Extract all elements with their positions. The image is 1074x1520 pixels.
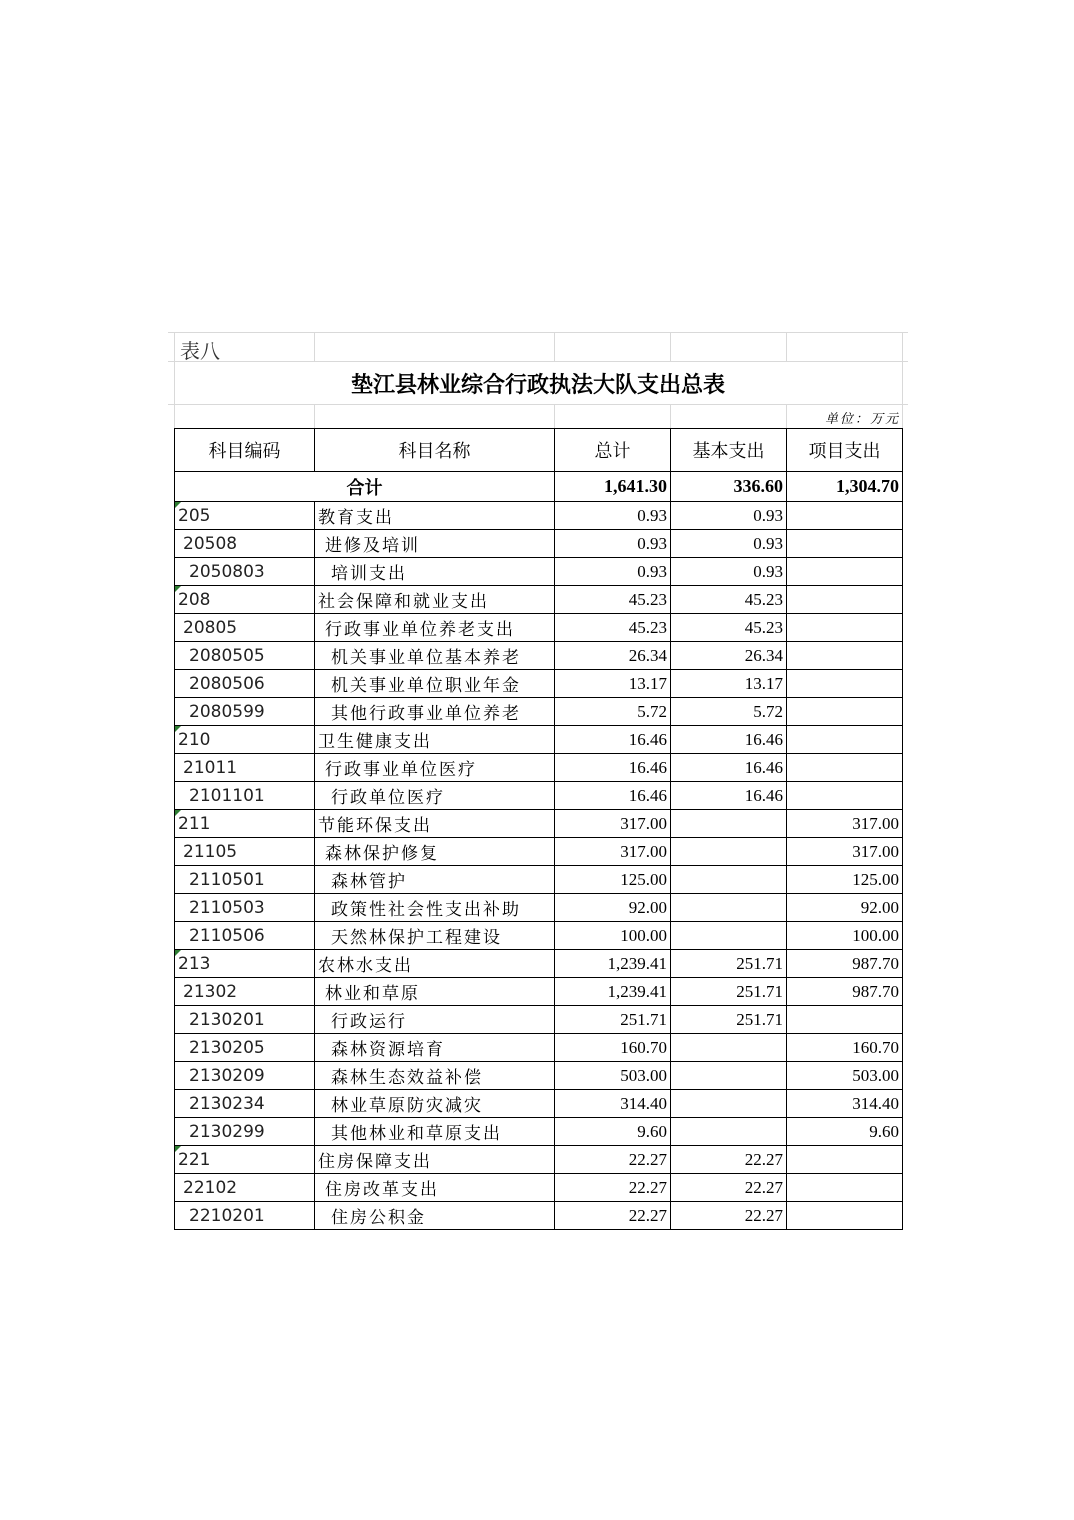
- basic-cell: 26.34: [671, 642, 787, 670]
- code-cell: 205: [175, 502, 315, 530]
- basic-cell: 45.23: [671, 614, 787, 642]
- basic-cell: [671, 1118, 787, 1146]
- grid-line: [314, 332, 315, 361]
- basic-cell: 5.72: [671, 698, 787, 726]
- project-cell: [787, 530, 903, 558]
- code-cell: 2130201: [175, 1006, 315, 1034]
- total-cell: 16.46: [555, 726, 671, 754]
- basic-cell: 22.27: [671, 1202, 787, 1230]
- project-cell: 987.70: [787, 978, 903, 1006]
- project-cell: 160.70: [787, 1034, 903, 1062]
- basic-cell: [671, 1090, 787, 1118]
- total-cell: 22.27: [555, 1202, 671, 1230]
- header-row: [175, 429, 903, 472]
- code-cell: 2130209: [175, 1062, 315, 1090]
- project-cell: 314.40: [787, 1090, 903, 1118]
- basic-cell: 251.71: [671, 1006, 787, 1034]
- basic-cell: 16.46: [671, 726, 787, 754]
- total-basic: 336.60: [671, 472, 787, 502]
- grid-line: [554, 404, 555, 428]
- total-cell: 503.00: [555, 1062, 671, 1090]
- code-cell: 210: [175, 726, 315, 754]
- name-cell: 行政单位医疗: [315, 782, 555, 810]
- basic-cell: 0.93: [671, 558, 787, 586]
- basic-cell: 0.93: [671, 530, 787, 558]
- code-cell: 21302: [175, 978, 315, 1006]
- code-cell: 211: [175, 810, 315, 838]
- total-cell: 317.00: [555, 838, 671, 866]
- total-cell: 1,239.41: [555, 950, 671, 978]
- code-cell: 22102: [175, 1174, 315, 1202]
- basic-cell: [671, 894, 787, 922]
- basic-cell: 22.27: [671, 1146, 787, 1174]
- table-row: [175, 1118, 903, 1146]
- code-cell: 2110501: [175, 866, 315, 894]
- table-row: [175, 922, 903, 950]
- total-cell: 22.27: [555, 1174, 671, 1202]
- table-row: [175, 530, 903, 558]
- project-cell: [787, 670, 903, 698]
- total-cell: 314.40: [555, 1090, 671, 1118]
- project-cell: [787, 558, 903, 586]
- table-row: [175, 670, 903, 698]
- grid-line: [670, 404, 671, 428]
- name-cell: 政策性社会性支出补助: [315, 894, 555, 922]
- table-row: [175, 978, 903, 1006]
- project-cell: [787, 614, 903, 642]
- code-cell: 20508: [175, 530, 315, 558]
- code-cell: 21105: [175, 838, 315, 866]
- code-cell: 213: [175, 950, 315, 978]
- basic-cell: 45.23: [671, 586, 787, 614]
- name-cell: 森林生态效益补偿: [315, 1062, 555, 1090]
- table-row: [175, 642, 903, 670]
- total-cell: 16.46: [555, 754, 671, 782]
- project-cell: [787, 1006, 903, 1034]
- project-cell: 987.70: [787, 950, 903, 978]
- total-sum: 1,641.30: [555, 472, 671, 502]
- basic-cell: 16.46: [671, 754, 787, 782]
- project-cell: 317.00: [787, 838, 903, 866]
- table-row: [175, 1006, 903, 1034]
- total-cell: 5.72: [555, 698, 671, 726]
- code-cell: 2101101: [175, 782, 315, 810]
- total-cell: 92.00: [555, 894, 671, 922]
- name-cell: 行政运行: [315, 1006, 555, 1034]
- unit-label: 单位：万元: [824, 412, 900, 427]
- total-cell: 125.00: [555, 866, 671, 894]
- code-cell: 2110506: [175, 922, 315, 950]
- basic-cell: 13.17: [671, 670, 787, 698]
- project-cell: [787, 1174, 903, 1202]
- code-cell: 2210201: [175, 1202, 315, 1230]
- table-row: [175, 1090, 903, 1118]
- table-row: [175, 754, 903, 782]
- grid-line: [786, 332, 787, 361]
- name-cell: 天然林保护工程建设: [315, 922, 555, 950]
- table-row: [175, 726, 903, 754]
- project-cell: 100.00: [787, 922, 903, 950]
- grid-line: [554, 332, 555, 361]
- header-name: 科目名称: [315, 429, 555, 472]
- name-cell: 其他林业和草原支出: [315, 1118, 555, 1146]
- code-cell: 2130234: [175, 1090, 315, 1118]
- table-row: [175, 1146, 903, 1174]
- code-cell: 2050803: [175, 558, 315, 586]
- basic-cell: [671, 838, 787, 866]
- project-cell: [787, 698, 903, 726]
- basic-cell: 0.93: [671, 502, 787, 530]
- project-cell: 503.00: [787, 1062, 903, 1090]
- total-cell: 100.00: [555, 922, 671, 950]
- grid-line: [168, 332, 908, 333]
- basic-cell: [671, 810, 787, 838]
- table-row: [175, 810, 903, 838]
- name-cell: 林业和草原: [315, 978, 555, 1006]
- name-cell: 住房公积金: [315, 1202, 555, 1230]
- table-row: [175, 586, 903, 614]
- project-cell: 92.00: [787, 894, 903, 922]
- name-cell: 行政事业单位医疗: [315, 754, 555, 782]
- project-cell: 125.00: [787, 866, 903, 894]
- total-cell: 26.34: [555, 642, 671, 670]
- name-cell: 森林资源培育: [315, 1034, 555, 1062]
- total-cell: 45.23: [555, 614, 671, 642]
- header-project: 项目支出: [787, 429, 903, 472]
- total-cell: 0.93: [555, 558, 671, 586]
- total-label: 合计: [175, 472, 555, 502]
- code-cell: 2130205: [175, 1034, 315, 1062]
- basic-cell: [671, 922, 787, 950]
- grid-line: [670, 332, 671, 361]
- name-cell: 农林水支出: [315, 950, 555, 978]
- table-row: [175, 558, 903, 586]
- code-cell: 208: [175, 586, 315, 614]
- total-cell: 0.93: [555, 502, 671, 530]
- total-project: 1,304.70: [787, 472, 903, 502]
- name-cell: 森林管护: [315, 866, 555, 894]
- table-row: [175, 1034, 903, 1062]
- code-cell: 2080505: [175, 642, 315, 670]
- table-row: [175, 894, 903, 922]
- project-cell: [787, 726, 903, 754]
- name-cell: 教育支出: [315, 502, 555, 530]
- table-number-label: 表八: [180, 339, 220, 363]
- project-cell: [787, 642, 903, 670]
- table-row: [175, 1062, 903, 1090]
- grid-line: [314, 404, 315, 428]
- total-cell: 13.17: [555, 670, 671, 698]
- table-row: [175, 1174, 903, 1202]
- grid-line: [168, 361, 908, 362]
- table-row: [175, 614, 903, 642]
- table-row: [175, 1202, 903, 1230]
- total-cell: 45.23: [555, 586, 671, 614]
- code-cell: 20805: [175, 614, 315, 642]
- code-cell: 2110503: [175, 894, 315, 922]
- total-cell: 251.71: [555, 1006, 671, 1034]
- project-cell: [787, 586, 903, 614]
- header-basic: 基本支出: [671, 429, 787, 472]
- header-code: 科目编码: [175, 429, 315, 472]
- project-cell: 9.60: [787, 1118, 903, 1146]
- basic-cell: [671, 866, 787, 894]
- code-cell: 2080599: [175, 698, 315, 726]
- project-cell: [787, 502, 903, 530]
- total-cell: 0.93: [555, 530, 671, 558]
- code-cell: 2080506: [175, 670, 315, 698]
- name-cell: 培训支出: [315, 558, 555, 586]
- total-cell: 1,239.41: [555, 978, 671, 1006]
- name-cell: 机关事业单位基本养老: [315, 642, 555, 670]
- name-cell: 卫生健康支出: [315, 726, 555, 754]
- grid-line: [168, 404, 908, 405]
- name-cell: 林业草原防灾减灾: [315, 1090, 555, 1118]
- page-title: 垫江县林业综合行政执法大队支出总表: [350, 373, 725, 398]
- code-cell: 221: [175, 1146, 315, 1174]
- table-row: [175, 698, 903, 726]
- total-row: [175, 472, 903, 502]
- total-cell: 160.70: [555, 1034, 671, 1062]
- basic-cell: 251.71: [671, 950, 787, 978]
- code-cell: 2130299: [175, 1118, 315, 1146]
- grid-line: [786, 404, 787, 428]
- header-total: 总计: [555, 429, 671, 472]
- project-cell: [787, 754, 903, 782]
- name-cell: 住房改革支出: [315, 1174, 555, 1202]
- total-cell: 22.27: [555, 1146, 671, 1174]
- table-row: [175, 950, 903, 978]
- total-cell: 16.46: [555, 782, 671, 810]
- name-cell: 行政事业单位养老支出: [315, 614, 555, 642]
- name-cell: 其他行政事业单位养老: [315, 698, 555, 726]
- project-cell: 317.00: [787, 810, 903, 838]
- basic-cell: [671, 1062, 787, 1090]
- name-cell: 住房保障支出: [315, 1146, 555, 1174]
- project-cell: [787, 1202, 903, 1230]
- name-cell: 社会保障和就业支出: [315, 586, 555, 614]
- name-cell: 森林保护修复: [315, 838, 555, 866]
- name-cell: 节能环保支出: [315, 810, 555, 838]
- table-row: [175, 782, 903, 810]
- name-cell: 进修及培训: [315, 530, 555, 558]
- project-cell: [787, 1146, 903, 1174]
- basic-cell: 16.46: [671, 782, 787, 810]
- basic-cell: 22.27: [671, 1174, 787, 1202]
- basic-cell: [671, 1034, 787, 1062]
- basic-cell: 251.71: [671, 978, 787, 1006]
- grid-line: [902, 332, 903, 428]
- total-cell: 9.60: [555, 1118, 671, 1146]
- table-row: [175, 866, 903, 894]
- expenditure-table: [174, 428, 903, 1230]
- code-cell: 21011: [175, 754, 315, 782]
- table-row: [175, 838, 903, 866]
- table-row: [175, 502, 903, 530]
- total-cell: 317.00: [555, 810, 671, 838]
- name-cell: 机关事业单位职业年金: [315, 670, 555, 698]
- project-cell: [787, 782, 903, 810]
